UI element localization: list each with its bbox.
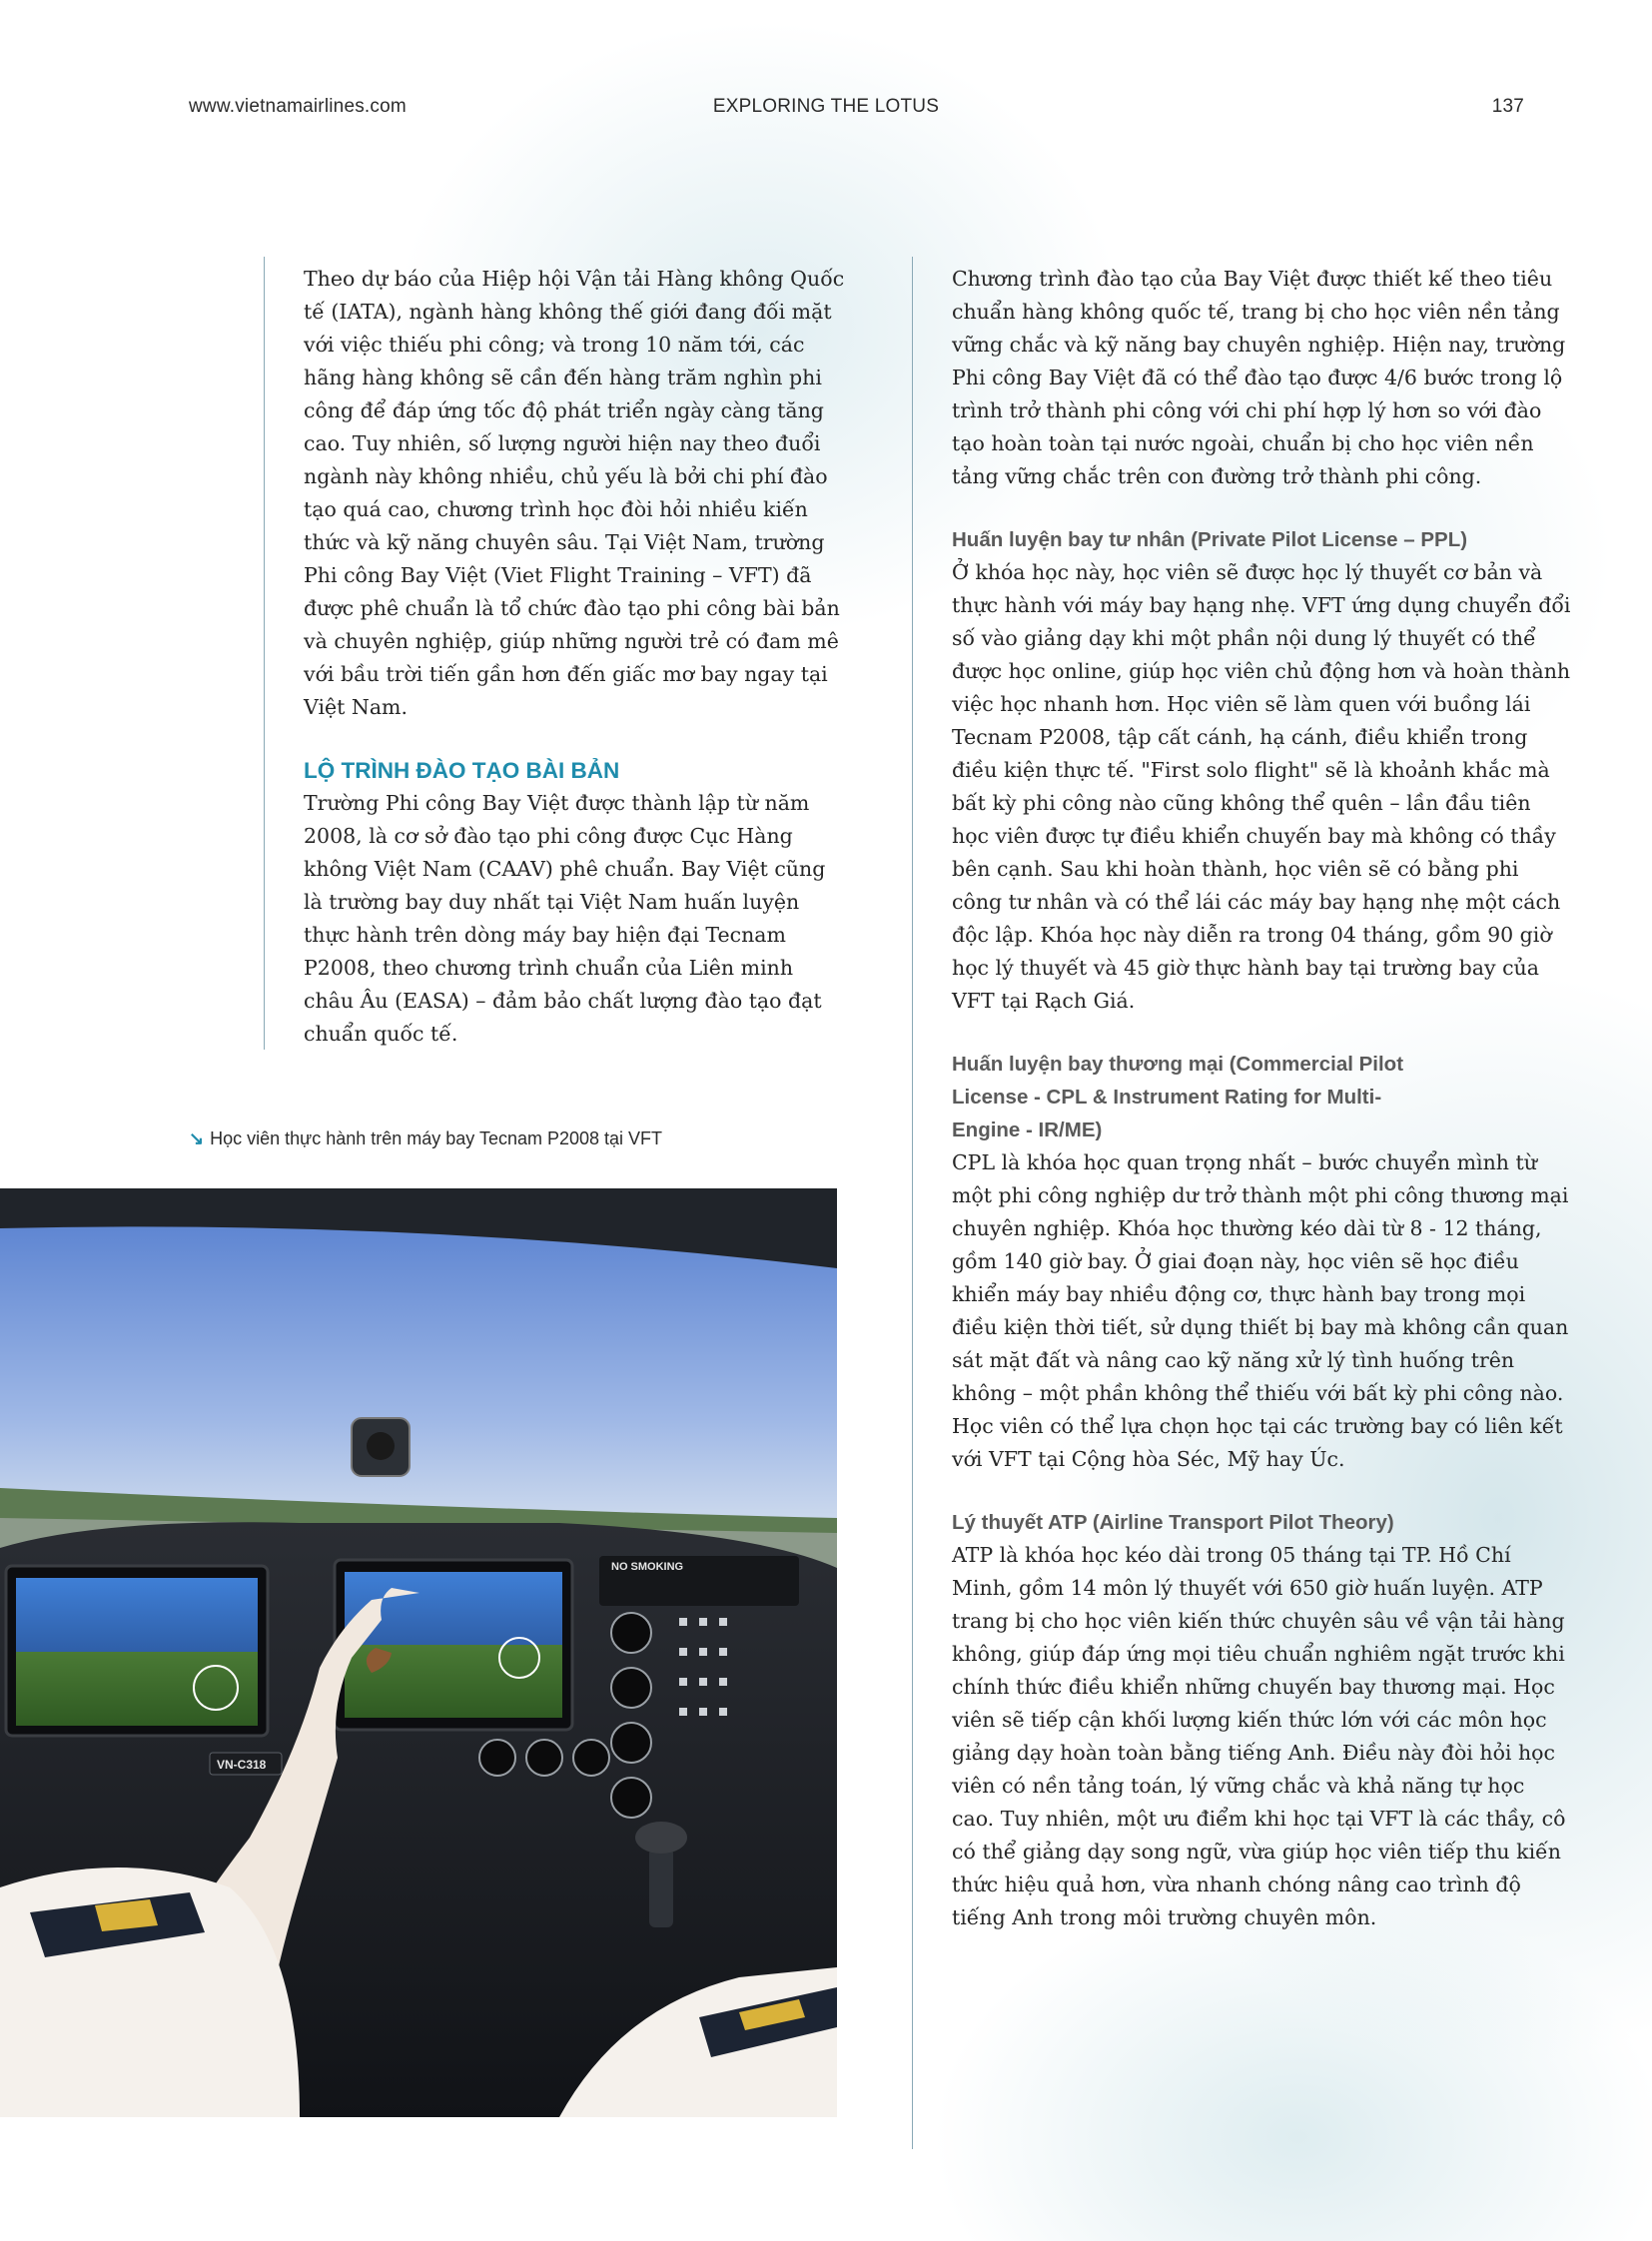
magazine-title: EXPLORING THE LOTUS [712,96,940,117]
registration-label: VN-C318 [217,1758,267,1772]
right-column-rule [912,257,913,2149]
lower-gauge-icon [479,1740,515,1776]
caption-text: Học viên thực hành trên máy bay Tecnam P2008 tại VFT [210,1128,663,1148]
intro-paragraph: Theo dự báo của Hiệp hội Vận tải Hàng không Quốc tế (IATA), ngành hàng không thế giới đang đối mặt với việc thiếu phi công; và trong 10 năm tới, các hãng hàng không sẽ cần đến hàng trăm nghìn phi công để đáp ứng tốc độ phát triển ngày càng tăng cao. Tuy nhiên, số lượng người hiện nay theo đuổi ngành này không nhiều, chủ yếu là bởi chi phí đào tạo quá cao, chương trình học đòi hỏi nhiều kiến thức và kỹ năng chuyên sâu. Tại Việt Nam, trường Phi công Bay Việt (Viet Flight Training – VFT) đã được phê chuẩn là tổ chức đào tạo phi công bài bản và chuyên nghiệp, giúp những người trẻ có đam mê với bầu trời tiến gần hơn đến giấc mơ bay ngay tại Việt Nam. [304,267,845,719]
right-column [952,263,1571,1934]
left-column [304,263,848,1051]
gauge-icon [611,1668,651,1708]
throttle-knob [635,1822,687,1854]
atp-heading: Lý thuyết ATP (Airline Transport Pilot Theory) [952,1511,1394,1534]
photo-caption [189,1128,662,1149]
throttle-lever [649,1848,673,1927]
lower-gauge-icon [573,1740,609,1776]
section-heading: LỘ TRÌNH ĐÀO TẠO BÀI BẢN [304,758,620,783]
caption-arrow-icon: ↘ [189,1128,205,1148]
ppl-paragraph: Ở khóa học này, học viên sẽ được học lý thuyết cơ bản và thực hành với máy bay hạng nhẹ. VFT ứng dụng chuyển đổi số vào giảng dạy khi một phần nội dung lý thuyết có thể được học online, giúp học viên chủ động hơn và hoàn thành việc học nhanh hơn. Học viên sẽ làm quen với buồng lái Tecnam P2008, tập cất cánh, hạ cánh, điều khiển trong điều kiện thực tế. "First solo flight" sẽ là khoảnh khắc mà bất kỳ phi công nào cũng không thể quên – lần đầu tiên học viên được tự điều khiển chuyến bay mà không có thầy bên cạnh. Sau khi hoàn thành, học viên sẽ có bằng phi công tư nhân và có thể lái các máy bay hạng nhẹ một cách độc lập. Khóa học này diễn ra trong 04 tháng, gồm 90 giờ học lý thuyết và 45 giờ thực hành bay tại trường bay của VFT tại Rạch Giá. [952,560,1571,1013]
gauge-icon [611,1723,651,1763]
site-url: www.vietnamairlines.com [189,96,407,117]
lower-gauge-icon [526,1740,562,1776]
cockpit-illustration [0,1188,837,2117]
ppl-heading: Huấn luyện bay tư nhân (Private Pilot License – PPL) [952,528,1468,551]
cpl-paragraph: CPL là khóa học quan trọng nhất – bước chuyển mình từ một phi công nghiệp dư trở thành một phi công thương mại chuyên nghiệp. Khóa học thường kéo dài từ 8 - 12 tháng, gồm 140 giờ bay. Ở giai đoạn này, học viên sẽ học điều khiển máy bay nhiều động cơ, thực hành bay trong mọi điều kiện thời tiết, sử dụng thiết bị bay mà không cần quan sát mặt đất và nâng cao kỹ năng xử lý tình huống trên không – một phần không thể thiếu với bất kỳ phi công nào. Học viên có thể lựa chọn học tại các trường bay có liên kết với VFT tại Cộng hòa Séc, Mỹ hay Úc. [952,1150,1569,1471]
no-smoking-label: NO SMOKING [611,1561,684,1573]
cockpit-photo [0,1188,837,2117]
atp-paragraph: ATP là khóa học kéo dài trong 05 tháng tại TP. Hồ Chí Minh, gồm 14 môn lý thuyết với 650 giờ huấn luyện. ATP trang bị cho học viên kiến thức chuyên sâu về vận tải hàng không, giúp đáp ứng mọi tiêu chuẩn nghiêm ngặt trước khi chính thức điều khiển những chuyến bay thương mại. Học viên sẽ tiếp cận khối lượng kiến thức lớn với các môn học giảng dạy hoàn toàn bằng tiếng Anh. Điều này đòi hỏi học viên có nền tảng toán, lý vững chắc và khả năng tự học cao. Tuy nhiên, một ưu điểm khi học tại VFT là các thầy, cô có thể giảng dạy song ngữ, vừa giúp học viên tiếp thu kiến thức hiệu quả hơn, vừa nhanh chóng nâng cao trình độ tiếng Anh trong môi trường chuyên môn. [952,1543,1566,1929]
intro-paragraph: Chương trình đào tạo của Bay Việt được thiết kế theo tiêu chuẩn hàng không quốc tế, trang bị cho học viên nền tảng vững chắc và kỹ năng bay chuyên nghiệp. Hiện nay, trường Phi công Bay Việt đã có thể đào tạo được 4/6 bước trong lộ trình trở thành phi công với chi phí hợp lý hơn so với đào tạo hoàn toàn tại nước ngoài, chuẩn bị cho học viên nền tảng vững chắc trên con đường trở thành phi công. [952,267,1566,488]
left-primary-flight-display [16,1578,258,1726]
gauge-icon [611,1778,651,1818]
multi-function-display [345,1572,562,1718]
gauge-icon [611,1613,651,1653]
section-paragraph: Trường Phi công Bay Việt được thành lập từ năm 2008, là cơ sở đào tạo phi công được Cục Hàng không Việt Nam (CAAV) phê chuẩn. Bay Việt cũng là trường bay duy nhất tại Việt Nam huấn luyện thực hành trên dòng máy bay hiện đại Tecnam P2008, theo chương trình chuẩn của Liên minh châu Âu (EASA) – đảm bảo chất lượng đào tạo đạt chuẩn quốc tế. [304,791,826,1046]
page-number: 137 [1491,96,1524,117]
compass-icon [367,1432,395,1460]
cpl-heading: Huấn luyện bay thương mại (Commercial Pilot License - CPL & Instrument Rating for Multi-Engine - IR/ME) [952,1053,1404,1141]
left-column-rule [264,257,265,1050]
